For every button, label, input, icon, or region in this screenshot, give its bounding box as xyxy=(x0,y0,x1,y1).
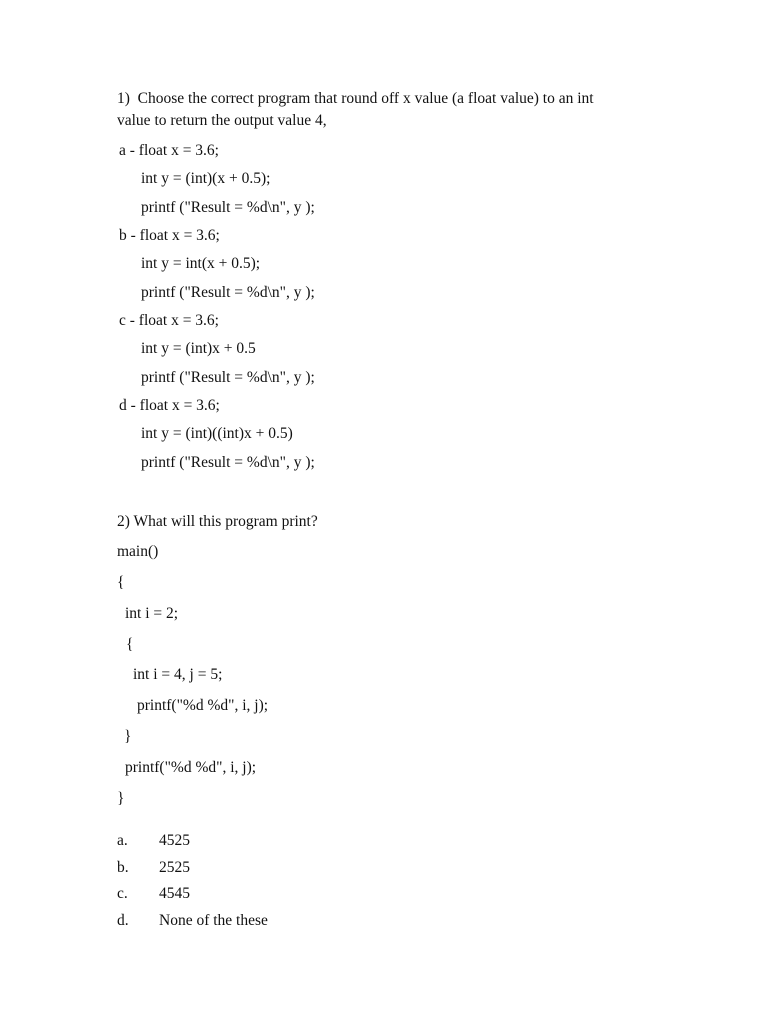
q1-option-c-line-2: printf ("Result = %d\n", y ); xyxy=(141,369,315,386)
q1-option-d-line-2: printf ("Result = %d\n", y ); xyxy=(141,454,315,471)
q1-option-b-head: b - float x = 3.6; xyxy=(119,227,220,244)
q2-answer-text: 2525 xyxy=(159,859,190,876)
q2-code-line: printf("%d %d", i, j); xyxy=(125,759,257,776)
q2-answer-text: 4525 xyxy=(159,832,190,849)
q1-option-a-line-1: int y = (int)(x + 0.5); xyxy=(141,170,271,187)
q2-code-line: printf("%d %d", i, j); xyxy=(137,697,269,714)
q1-text-line-1: 1) Choose the correct program that round off x value (a float value) to an int xyxy=(117,90,594,107)
q1-option-a-line-2: printf ("Result = %d\n", y ); xyxy=(141,199,315,216)
q2-code-line: } xyxy=(117,790,125,807)
q1-text-line-2: value to return the output value 4, xyxy=(117,112,327,129)
q2-code-line: { xyxy=(117,574,125,591)
q1-option-d-head: d - float x = 3.6; xyxy=(119,397,220,414)
q1-option-a-head: a - float x = 3.6; xyxy=(119,142,219,159)
q2-answer-letter: a. xyxy=(117,832,128,849)
q2-code-line: } xyxy=(124,728,132,745)
q1-option-c-head: c - float x = 3.6; xyxy=(119,312,219,329)
q1-option-b-line-1: int y = int(x + 0.5); xyxy=(141,255,261,272)
q2-answer-letter: c. xyxy=(117,885,128,902)
q2-answer-text: 4545 xyxy=(159,885,190,902)
q2-answer-letter: b. xyxy=(117,859,129,876)
q2-code-line: { xyxy=(126,636,134,653)
q1-option-d-line-1: int y = (int)((int)x + 0.5) xyxy=(141,425,293,442)
q2-code-line: int i = 4, j = 5; xyxy=(133,666,223,683)
q1-option-c-line-1: int y = (int)x + 0.5 xyxy=(141,340,256,357)
q2-code-line: int i = 2; xyxy=(125,605,179,622)
q2-code-line: main() xyxy=(117,543,159,560)
q1-option-b-line-2: printf ("Result = %d\n", y ); xyxy=(141,284,315,301)
q2-answer-text: None of the these xyxy=(159,912,268,929)
q2-question: 2) What will this program print? xyxy=(117,513,318,530)
q2-answer-letter: d. xyxy=(117,912,129,929)
